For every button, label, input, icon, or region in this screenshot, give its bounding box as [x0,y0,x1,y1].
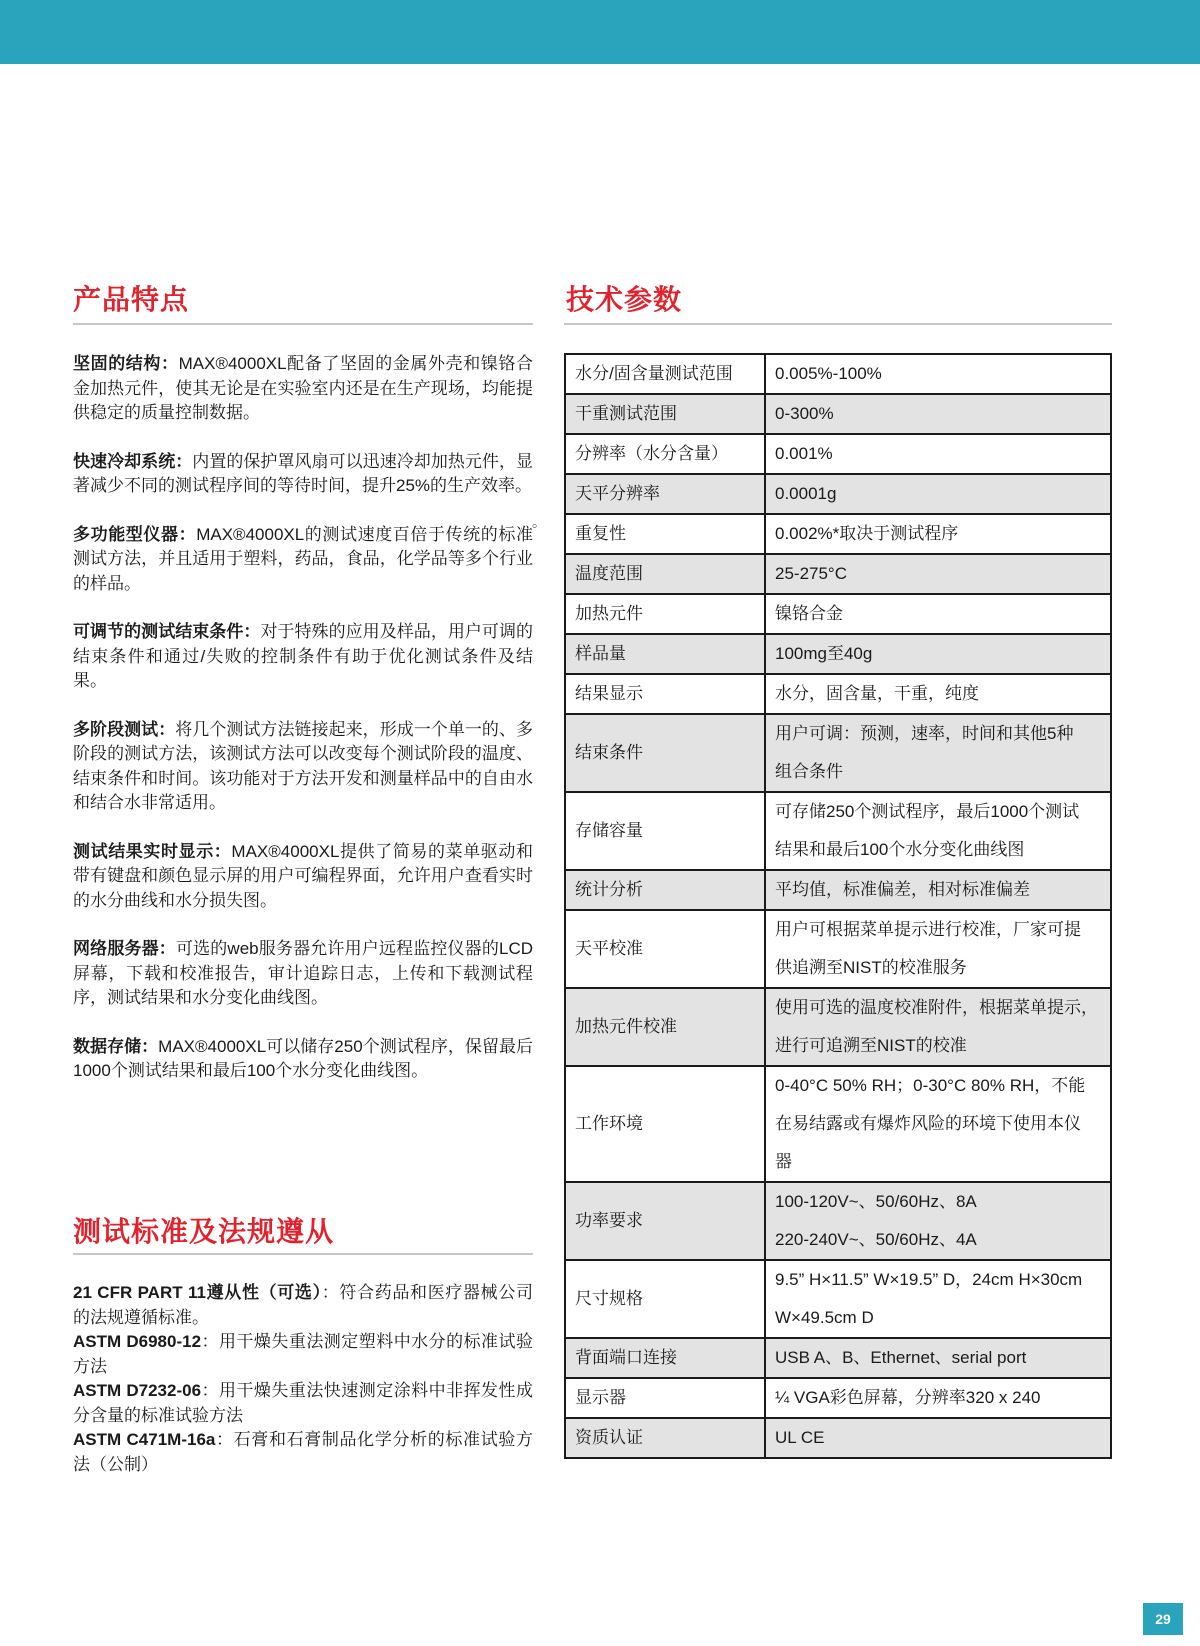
spec-value: ¼ VGA彩色屏幕，分辨率320 x 240 [765,1378,1111,1418]
feature-title: 多阶段测试： [73,719,176,739]
spec-key: 工作环境 [565,1066,765,1182]
spec-key: 尺寸规格 [565,1260,765,1338]
feature-text: 对于特殊的应用及样品，用户可调的结束条件和通过/失败的控制条件有助于优化测试条件及结果。 [73,622,534,690]
spec-key: 干重测试范围 [565,394,765,434]
standard-item [73,1330,533,1379]
spec-key: 重复性 [565,514,765,554]
spec-row [565,594,1111,634]
standard-title: 21 CFR PART 11遵从性（可选） [73,1283,322,1302]
standard-text: ：符合药品和医疗器械公司的法规遵循标准。 [73,1283,533,1327]
spec-row [565,394,1111,434]
feature-paragraph [73,840,533,914]
spec-row [565,1418,1111,1458]
standard-item [73,1379,533,1428]
standard-title: ASTM C471M-16a [73,1430,216,1449]
feature-title: 测试结果实时显示： [73,841,232,861]
spec-row [565,910,1111,988]
spec-key: 显示器 [565,1378,765,1418]
spec-row [565,634,1111,674]
feature-paragraph [73,352,533,426]
features-heading: 产品特点 [73,284,190,315]
feature-title: 多功能型仪器： [73,524,197,544]
spec-value: 25-275°C [765,554,1111,594]
spec-value: 0-300% [765,394,1111,434]
spec-value: 0.001% [765,434,1111,474]
spec-key: 存储容量 [565,792,765,870]
spec-row [565,988,1111,1066]
spec-value: 用户可根据菜单提示进行校准，厂家可提 供追溯至NIST的校准服务 [765,910,1111,988]
feature-title: 坚固的结构： [73,354,179,373]
spec-value: 9.5” H×11.5” W×19.5” D，24cm H×30cm W×49.5cm D [765,1260,1111,1338]
spec-key: 结束条件 [565,714,765,792]
spec-key: 加热元件校准 [565,988,765,1066]
specs-heading-rule [564,323,1112,325]
standard-text: ：用干燥失重法测定塑料中水分的标准试验方法 [73,1332,533,1376]
feature-text: 可选的web服务器允许用户远程监控仪器的LCD屏幕，下载和校准报告，审计追踪日志，上传和下载测试程序，测试结果和水分变化曲线图。 [73,939,533,1007]
spec-row [565,792,1111,870]
spec-value: 100-120V~、50/60Hz、8A 220-240V~、50/60Hz、4A [765,1182,1111,1260]
feature-text: MAX®4000XL提供了简易的菜单驱动和带有键盘和颜色显示屏的用户可编程界面，允许用户查看实时的水分曲线和水分损失图。 [73,841,534,910]
feature-title: 数据存储： [73,1036,159,1056]
feature-title: 快速冷却系统： [73,451,193,471]
spec-row [565,1338,1111,1378]
spec-value: 0.002%*取决于测试程序 [765,514,1111,554]
feature-paragraph [73,523,533,597]
feature-paragraph [73,937,533,1011]
feature-paragraph [73,718,533,816]
spec-key: 结果显示 [565,674,765,714]
standard-title: ASTM D7232-06 [73,1381,202,1400]
spec-key: 温度范围 [565,554,765,594]
spec-row [565,354,1111,394]
standards-list [73,1281,533,1477]
feature-paragraph [73,620,533,694]
feature-title: 可调节的测试结束条件： [73,622,261,641]
spec-key: 功率要求 [565,1182,765,1260]
spec-row [565,1182,1111,1260]
spec-key: 背面端口连接 [565,1338,765,1378]
feature-paragraph [73,450,533,499]
standard-item [73,1281,533,1330]
spec-row [565,1066,1111,1182]
standard-title: ASTM D6980-12 [73,1332,202,1351]
features-heading-rule [73,323,533,325]
spec-value: 100mg至40g [765,634,1111,674]
standard-item [73,1428,533,1477]
spec-row [565,554,1111,594]
spec-value: 水分，固含量，干重，纯度 [765,674,1111,714]
spec-key: 加热元件 [565,594,765,634]
top-header-band [0,0,1200,64]
spec-row [565,434,1111,474]
page-number: 29 [1143,1603,1183,1635]
spec-row [565,474,1111,514]
standard-text: ：石膏和石膏制品化学分析的标准试验方法（公制） [73,1430,533,1474]
stray-mark: 。 [532,514,546,530]
spec-row [565,870,1111,910]
feature-text: MAX®4000XL可以储存250个测试程序，保留最后1000个测试结果和最后100个水分变化曲线图。 [73,1036,534,1080]
features-list [73,352,533,1108]
spec-key: 水分/固含量测试范围 [565,354,765,394]
spec-row [565,1378,1111,1418]
feature-text: 将几个测试方法链接起来，形成一个单一的、多阶段的测试方法，该测试方法可以改变每个测试阶段的温度、结束条件和时间。该功能对于方法开发和测量样品中的自由水和结合水非常适用。 [73,719,534,812]
feature-text: 内置的保护罩风扇可以迅速冷却加热元件，显著减少不同的测试程序间的等待时间，提升25%的生产效率。 [73,451,534,495]
feature-paragraph [73,1035,533,1084]
feature-text: MAX®4000XL的测试速度百倍于传统的标准测试方法，并且适用于塑料，药品，食品，化学品等多个行业的样品。 [73,524,534,593]
standard-text: ：用干燥失重法快速测定涂料中非挥发性成分含量的标准试验方法 [73,1381,533,1425]
feature-title: 网络服务器： [73,939,176,958]
spec-value: 0-40°C 50% RH；0-30°C 80% RH，不能 在易结露或有爆炸风险的环境下使用本仪 器 [765,1066,1111,1182]
standards-heading-rule [73,1253,533,1255]
spec-key: 统计分析 [565,870,765,910]
spec-row [565,514,1111,554]
standards-heading: 测试标准及法规遵从 [73,1216,335,1247]
spec-key: 资质认证 [565,1418,765,1458]
spec-key: 天平校准 [565,910,765,988]
spec-key: 样品量 [565,634,765,674]
spec-row [565,1260,1111,1338]
spec-value: UL CE [765,1418,1111,1458]
spec-value: USB A、B、Ethernet、serial port [765,1338,1111,1378]
specs-heading: 技术参数 [566,284,683,315]
spec-value: 平均值，标准偏差，相对标准偏差 [765,870,1111,910]
spec-value: 用户可调：预测，速率，时间和其他5种 组合条件 [765,714,1111,792]
spec-key: 天平分辨率 [565,474,765,514]
spec-value: 0.005%-100% [765,354,1111,394]
spec-row [565,674,1111,714]
spec-key: 分辨率（水分含量） [565,434,765,474]
spec-row [565,714,1111,792]
spec-table [564,353,1112,1459]
spec-value: 0.0001g [765,474,1111,514]
feature-text: MAX®4000XL配备了坚固的金属外壳和镍铬合金加热元件，使其无论是在实验室内还是在生产现场，均能提供稳定的质量控制数据。 [73,354,533,422]
spec-value: 可存储250个测试程序，最后1000个测试 结果和最后100个水分变化曲线图 [765,792,1111,870]
spec-value: 镍铬合金 [765,594,1111,634]
spec-value: 使用可选的温度校准附件，根据菜单提示， 进行可追溯至NIST的校准 [765,988,1111,1066]
